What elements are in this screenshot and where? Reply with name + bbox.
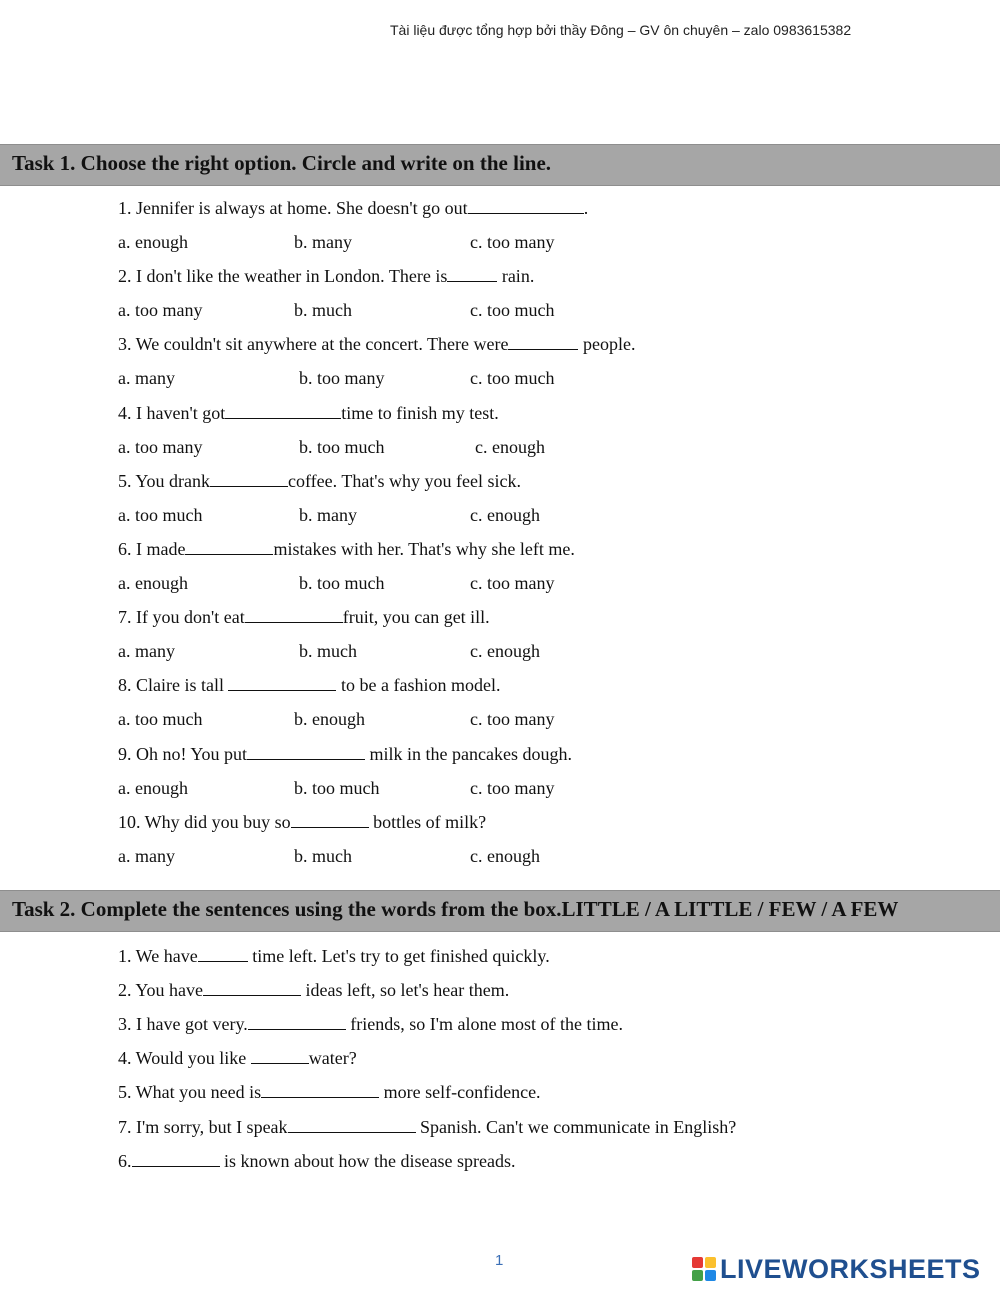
answer-blank[interactable] [508, 333, 578, 350]
sentence-text-end: milk in the pancakes dough. [365, 743, 572, 764]
answer-option[interactable]: c. enough [475, 436, 545, 457]
sentence [118, 1013, 623, 1035]
sentence [118, 333, 635, 355]
sentence [118, 606, 490, 628]
sentence [118, 743, 572, 765]
answer-option[interactable]: c. too much [470, 300, 555, 321]
sentence-text-end: water? [308, 1048, 357, 1069]
answer-option[interactable]: a. many [118, 641, 175, 662]
task2-title: Task 2. Complete the sentences using the words from the box.LITTLE / A LITTLE / FEW / A FEW [12, 897, 899, 921]
answer-option[interactable]: b. too much [299, 436, 385, 457]
sentence [118, 674, 500, 696]
sentence-text: 7. I'm sorry, but I speak [118, 1116, 288, 1137]
sentence-text: 4. Would you like [118, 1048, 251, 1069]
brand-name: LIVEWORKSHEETS [720, 1253, 981, 1284]
sentence-text: 3. We couldn't sit anywhere at the concert. There were [118, 334, 509, 355]
sentence-text-end: . [583, 198, 589, 218]
answer-blank[interactable] [251, 1047, 309, 1064]
sentence-text: 1. Jennifer is always at home. She doesn't go out [118, 198, 468, 218]
answer-blank[interactable] [261, 1081, 379, 1098]
answer-blank[interactable] [248, 1013, 346, 1030]
answer-blank[interactable] [247, 743, 365, 760]
answer-option[interactable]: a. enough [118, 777, 188, 798]
answer-blank[interactable] [185, 538, 273, 555]
sentence-text-end: ideas left, so let's hear them. [301, 980, 510, 1001]
task2-header [0, 890, 1000, 932]
liveworksheets-logo-icon [692, 1257, 716, 1281]
answer-option[interactable]: a. too many [118, 436, 203, 457]
sentence [118, 538, 575, 560]
answer-option[interactable]: a. too much [118, 504, 203, 525]
answer-option[interactable]: c. too many [470, 573, 555, 593]
answer-option[interactable]: b. many [299, 504, 357, 525]
sentence-text: 8. Claire is tall [118, 675, 229, 696]
sentence [118, 811, 486, 833]
sentence-text: 7. If you don't eat [118, 607, 245, 628]
header-note: Tài liệu được tổng hợp bởi thầy Đông – GV ôn chuyên – zalo 0983615382 [390, 22, 852, 38]
answer-blank[interactable] [132, 1150, 220, 1167]
sentence [118, 945, 550, 967]
answer-blank[interactable] [291, 811, 369, 828]
answer-option[interactable]: a. enough [118, 573, 188, 593]
answer-option[interactable]: c. enough [470, 641, 540, 662]
answer-option[interactable]: c. too many [470, 777, 555, 798]
liveworksheets-brand [692, 1254, 981, 1284]
answer-blank[interactable] [468, 197, 584, 214]
sentence-text: 10. Why did you buy so [118, 811, 291, 832]
sentence [118, 197, 588, 219]
answer-option[interactable]: c. enough [470, 504, 540, 525]
answer-blank[interactable] [288, 1116, 416, 1133]
sentence-text-end: rain. [497, 266, 535, 287]
answer-blank[interactable] [447, 265, 497, 282]
sentence-text-end: people. [578, 334, 636, 355]
answer-option[interactable]: b. too many [299, 368, 385, 389]
sentence-text: 3. I have got very. [118, 1014, 248, 1035]
answer-blank[interactable] [210, 470, 288, 487]
answer-option[interactable]: a. too many [118, 300, 203, 321]
answer-option[interactable]: a. many [118, 368, 175, 389]
task1-header [0, 144, 1000, 186]
answer-blank[interactable] [225, 402, 341, 419]
answer-blank[interactable] [228, 674, 336, 691]
sentence-text-end: fruit, you can get ill. [342, 607, 490, 628]
sentence [118, 470, 521, 492]
sentence-text: 6. [118, 1150, 132, 1171]
answer-option[interactable]: c. too many [470, 232, 555, 252]
sentence-text: 2. You have [118, 980, 204, 1001]
sentence-text-end: to be a fashion model. [336, 675, 501, 696]
answer-option[interactable]: b. much [294, 300, 352, 321]
sentence [118, 1081, 541, 1103]
sentence-text: 2. I don't like the weather in London. There is [118, 266, 448, 287]
page-number: 1 [495, 1252, 504, 1269]
answer-blank[interactable] [245, 606, 343, 623]
sentence-text-end: is known about how the disease spreads. [219, 1150, 516, 1171]
answer-option[interactable]: b. too much [299, 573, 385, 593]
sentence [118, 402, 499, 424]
sentence-text-end: more self-confidence. [379, 1082, 541, 1103]
answer-option[interactable]: b. too much [294, 777, 380, 798]
answer-option[interactable]: b. enough [294, 709, 365, 730]
answer-option[interactable]: a. enough [118, 232, 188, 252]
sentence-text: 6. I made [118, 539, 186, 559]
sentence [118, 979, 509, 1001]
sentence [118, 265, 534, 287]
sentence-text-end: time to finish my test. [341, 402, 499, 423]
sentence-text-end: mistakes with her. That's why she left me. [273, 539, 575, 559]
sentence [118, 1116, 736, 1138]
sentence-text: 4. I haven't got [118, 402, 226, 423]
sentence-text-end: Spanish. Can't we communicate in English? [415, 1116, 737, 1137]
answer-option[interactable]: b. much [299, 641, 357, 662]
answer-option[interactable]: c. enough [470, 845, 540, 866]
answer-option[interactable]: b. many [294, 232, 352, 252]
answer-option[interactable]: c. too many [470, 709, 555, 730]
answer-option[interactable]: a. too much [118, 709, 203, 730]
sentence-text-end: bottles of milk? [368, 811, 487, 832]
answer-blank[interactable] [198, 945, 248, 962]
sentence-text-end: time left. Let's try to get finished quickly. [247, 946, 550, 966]
sentence-text: 9. Oh no! You put [118, 743, 248, 764]
answer-blank[interactable] [203, 979, 301, 996]
answer-option[interactable]: a. many [118, 845, 175, 866]
sentence-text-end: friends, so I'm alone most of the time. [345, 1014, 623, 1035]
sentence-text-end: coffee. That's why you feel sick. [288, 470, 522, 491]
answer-option[interactable]: b. much [294, 845, 352, 866]
sentence-text: 5. You drank [118, 470, 211, 491]
sentence [118, 1150, 515, 1172]
sentence-text: 1. We have [118, 946, 198, 966]
task1-title: Task 1. Choose the right option. Circle and write on the line. [12, 151, 552, 175]
sentence [118, 1047, 357, 1069]
sentence-text: 5. What you need is [118, 1082, 262, 1103]
answer-option[interactable]: c. too much [470, 368, 555, 389]
